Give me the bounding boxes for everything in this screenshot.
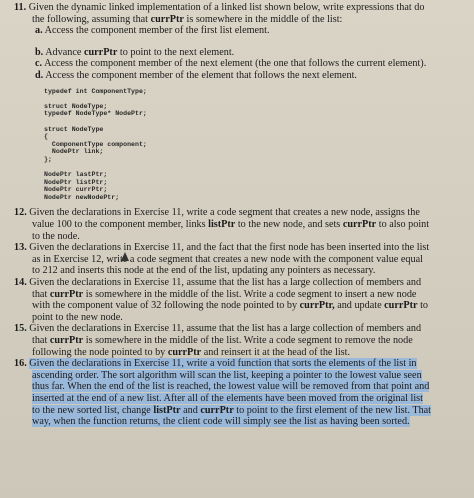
mouse-cursor-icon (121, 252, 129, 261)
subitem-text: to point to the next element. (117, 46, 235, 58)
subitem-d (35, 70, 462, 82)
exercise-text: Given the declarations in Exercise 11, and the fact that the first node has been inserted into the list (29, 242, 430, 254)
exercise-number: 16. (14, 358, 27, 370)
subitem-label: b. (35, 46, 44, 58)
code-listing (44, 88, 462, 202)
exercise-text: that (32, 335, 50, 346)
exercise-text: to 212 and inserts this node at the end of the list, updating any pointers as necessary. (32, 265, 376, 277)
exercise-text: to also point (376, 219, 430, 231)
subitem-c (35, 58, 462, 70)
highlighted-text: ascending order. The sort algorithm will scan the list, keeping a pointer to the lowest value seen (32, 369, 422, 381)
code-line (44, 95, 462, 103)
exercise-15 (14, 323, 462, 358)
code-term: currPtr (200, 404, 234, 416)
code-term: currPtr (167, 346, 202, 358)
code-term: currPtr (150, 13, 184, 25)
code-term: listPtr (153, 404, 181, 416)
exercise-text: to the node. (32, 230, 80, 242)
code-term: currPtr, (299, 300, 335, 312)
code-line: struct NodeType; (44, 102, 108, 110)
subitem-text: Access the component member of the first list element. (44, 25, 270, 37)
code-line: typedef int ComponentType; (44, 87, 147, 95)
exercise-text: the following, assuming that (32, 13, 151, 25)
code-term: currPtr (83, 46, 118, 58)
exercise-text: to the new node, and sets (235, 219, 343, 231)
exercise-text: following the node pointed to by (32, 346, 168, 358)
highlighted-text: and (180, 404, 201, 416)
code-term: currPtr (49, 288, 84, 300)
code-line (44, 164, 462, 172)
exercise-12 (14, 207, 462, 242)
code-line: NodePtr lastPtr; (44, 171, 108, 179)
subitem-label: a. (35, 25, 43, 37)
exercise-text: point to the new node. (32, 311, 123, 323)
code-line: }; (44, 155, 52, 163)
code-line: NodePtr listPtr; (44, 178, 108, 186)
exercise-text: is somewhere in the middle of the list: (183, 13, 343, 25)
exercise-number: 12. (14, 207, 27, 219)
code-term: listPtr (208, 219, 236, 231)
subitem-text: Access the component member of the element that follows the next element. (45, 69, 357, 81)
code-line: NodePtr currPtr; (44, 186, 108, 194)
code-line (44, 118, 462, 126)
code-line: NodePtr newNodePtr; (44, 193, 120, 201)
exercise-number: 13. (14, 242, 27, 254)
exercise-text: Given the declarations in Exercise 11, assume that the list has a large collection of members and (29, 323, 422, 335)
exercise-text: with the component value of 32 following the node pointed to by (32, 300, 300, 312)
highlighted-text: Given the declarations in Exercise 11, write a void function that sorts the elements of the list in (29, 358, 417, 370)
highlighted-text: inserted at the end of a new list. After all of the elements have been moved from the original list (32, 392, 423, 404)
subitem-text: Advance (45, 46, 84, 58)
highlighted-text: to the new sorted list, change (32, 404, 154, 416)
subitem-label: d. (35, 69, 44, 81)
code-line: NodePtr link; (44, 148, 104, 156)
highlighted-text: to point to the first element of the new list. That (233, 404, 432, 416)
code-line: ComponentType component; (44, 140, 147, 148)
exercise-number: 15. (14, 323, 27, 335)
code-line: typedef NodeType* NodePtr; (44, 110, 147, 118)
exercise-text: as in Exercise 12, write a code segment that creates a new node with the component value equal (32, 253, 423, 265)
subitem-label: c. (35, 58, 43, 70)
exercise-text: Given the declarations in Exercise 11, write a code segment that creates a new node, assigns the (29, 207, 420, 219)
exercise-14 (14, 277, 462, 323)
exercise-13 (14, 242, 462, 277)
subitem-a (35, 25, 462, 37)
code-term: currPtr (384, 300, 418, 312)
exercise-text: to (417, 300, 429, 312)
subitem-b (35, 47, 462, 59)
subitem-text: Access the component member of the next element (the one that follows the current element). (44, 58, 427, 70)
exercise-number: 14. (14, 277, 27, 289)
code-term: currPtr (49, 335, 84, 346)
code-line: { (44, 133, 48, 141)
exercise-text: Given the declarations in Exercise 11, assume that the list has a large collection of members and (29, 277, 422, 289)
highlighted-text: thus far. When the end of the list is reached, the lowest value will be removed from that point and (32, 381, 430, 393)
highlighted-text: way, when the function returns, the client code will simply see the list as having been sorted. (32, 416, 410, 428)
exercise-11 (14, 2, 462, 25)
exercise-text: value 100 to the component member, links (32, 219, 209, 231)
code-term: currPtr (342, 219, 377, 231)
code-line: struct NodeType (44, 125, 104, 133)
exercise-number: 11. (14, 2, 27, 13)
exercise-text: Given the dynamic linked implementation of a linked list shown below, write expressions that do (28, 2, 425, 13)
exercise-text: is somewhere in the middle of the list. Write a code segment to remove the node (83, 335, 413, 346)
exercise-16 (14, 358, 462, 428)
exercise-text: is somewhere in the middle of the list. Write a code segment to insert a new node (83, 288, 417, 300)
exercise-text: that (32, 288, 50, 300)
exercise-text: and update (334, 300, 385, 312)
exercise-text: and reinsert it at the head of the list. (201, 346, 351, 358)
